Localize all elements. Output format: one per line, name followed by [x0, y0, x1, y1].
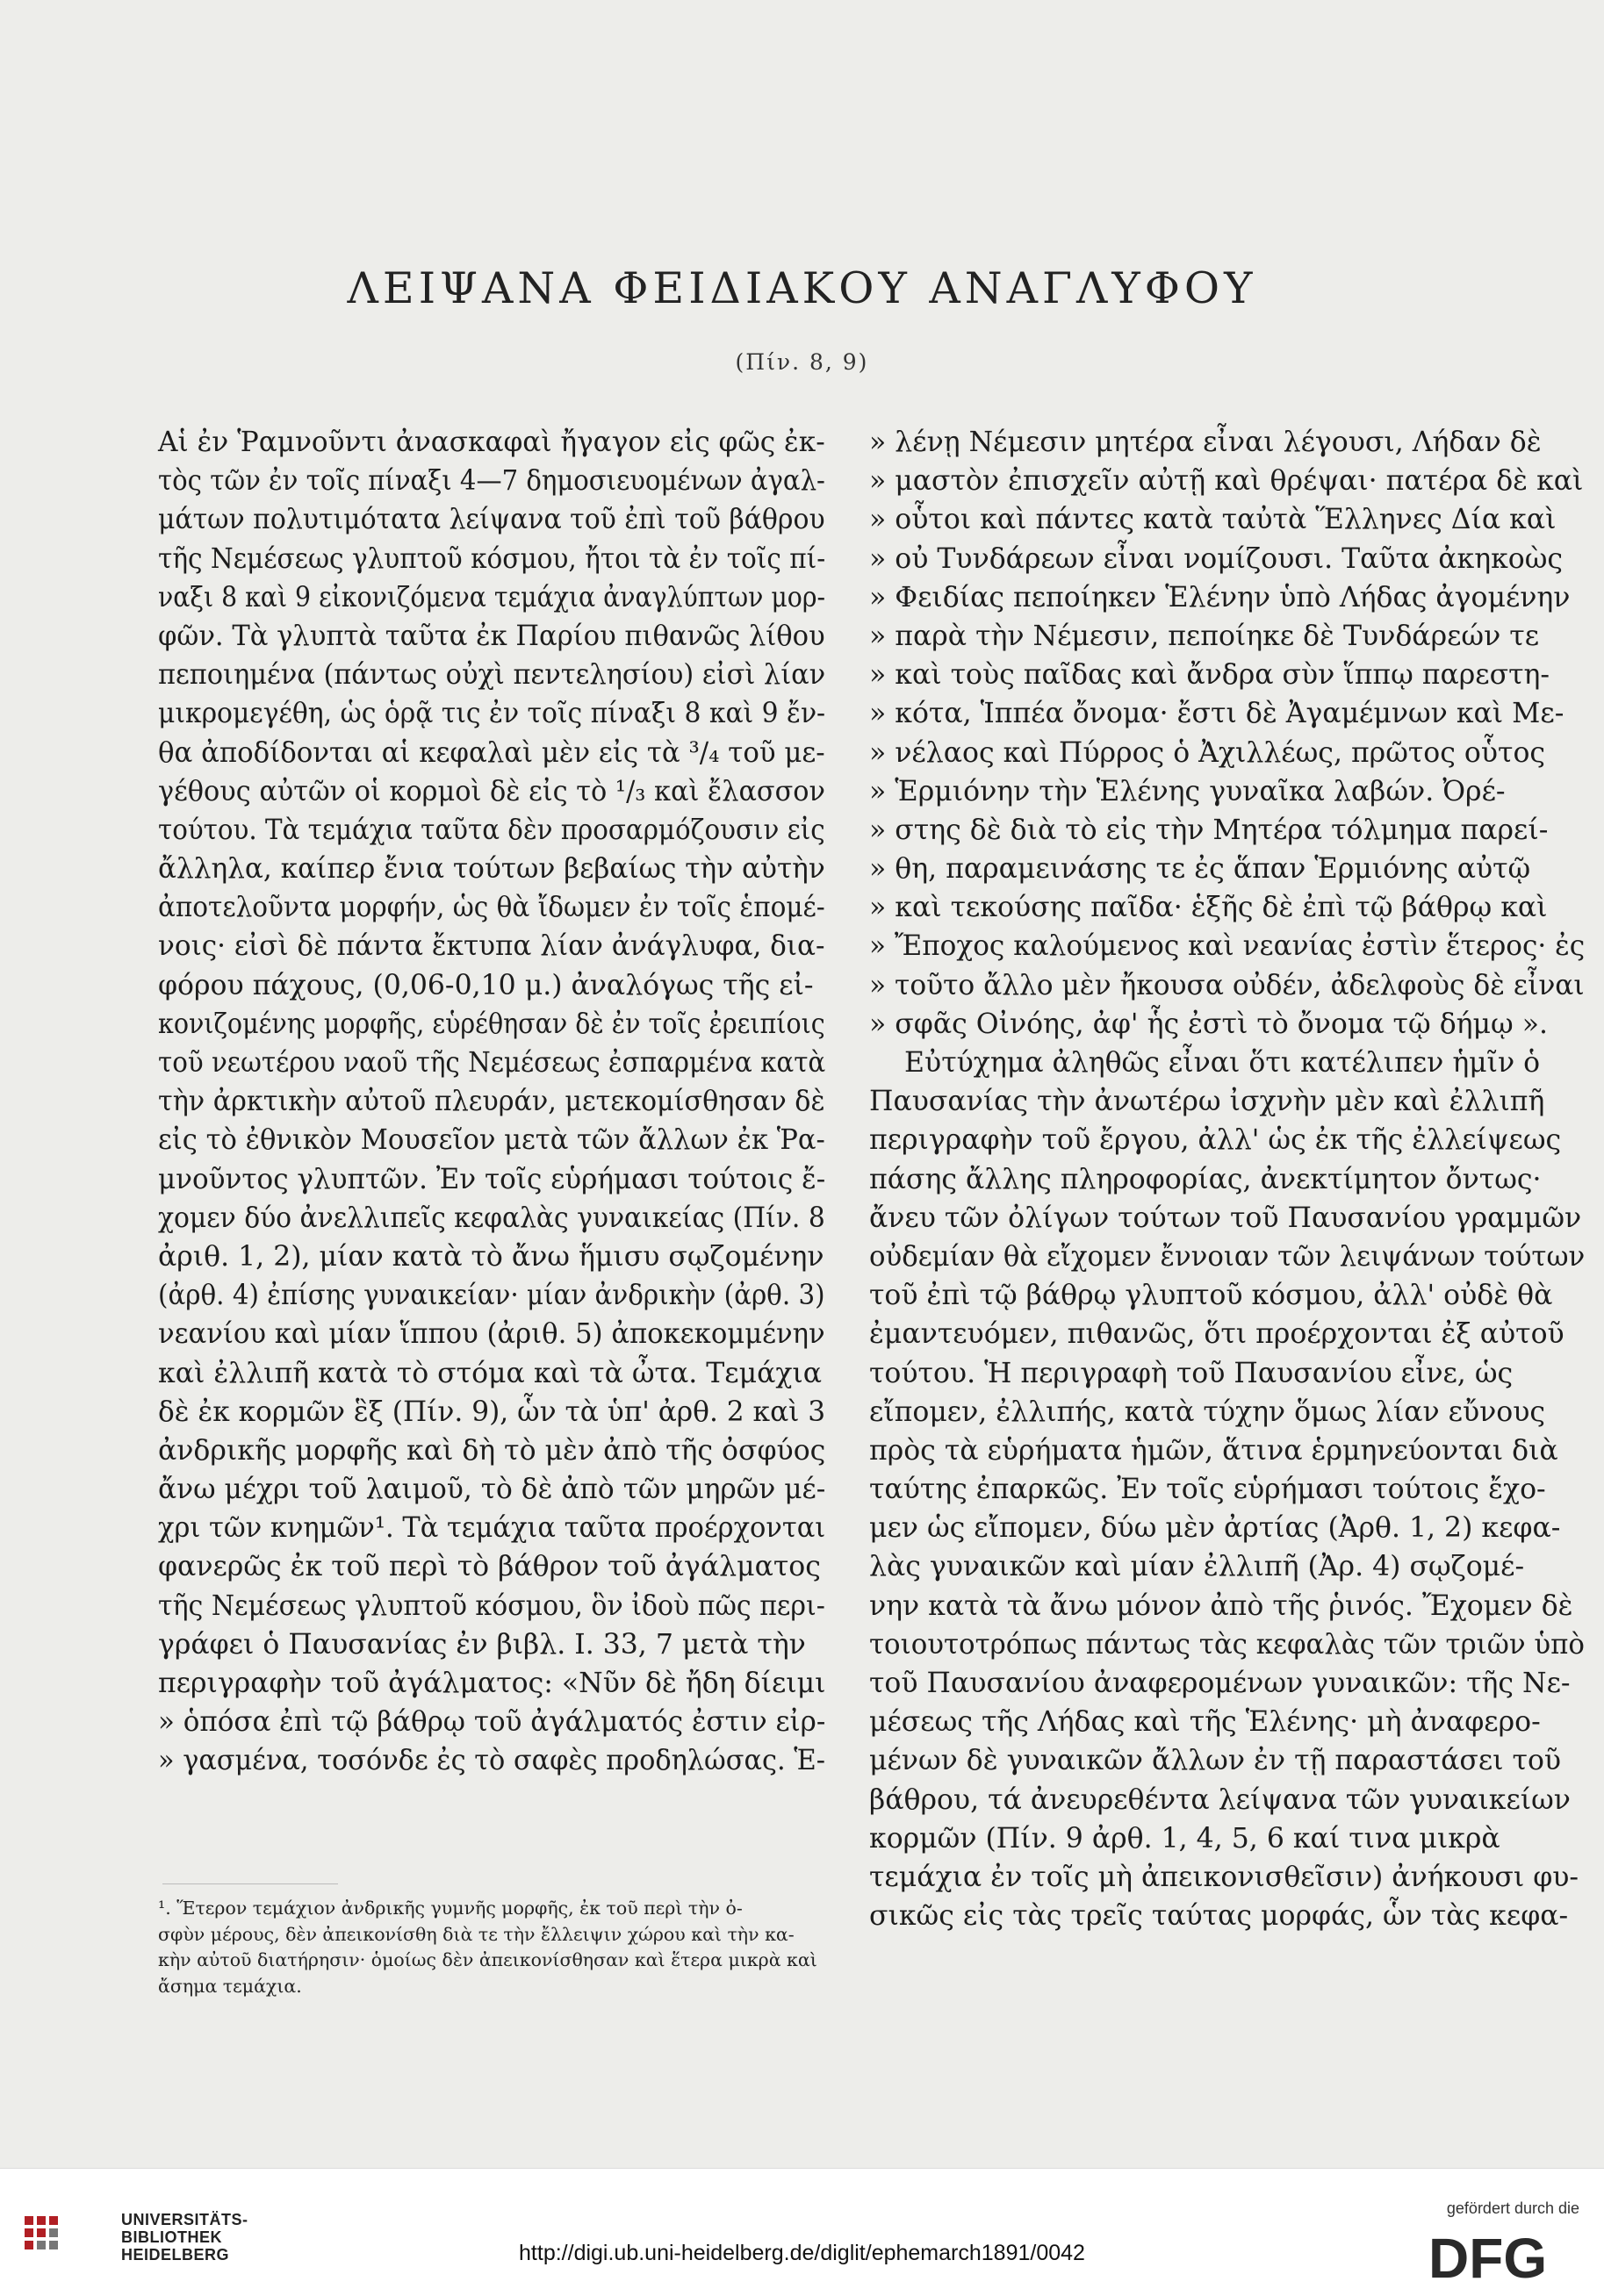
- text-line: χρι τῶν κνημῶν¹. Τὰ τεμάχια ταῦτα προέρχονται: [158, 1512, 826, 1545]
- library-name-line: BIBLIOTHEK: [121, 2228, 222, 2246]
- text-line: φῶν. Τὰ γλυπτὰ ταῦτα ἐκ Παρίου πιθανῶς λίθου: [158, 620, 825, 652]
- text-line: δὲ ἐκ κορμῶν ἓξ (Πίν. 9), ὧν τὰ ὑπ' ἀρθ. 2 καὶ 3: [158, 1396, 826, 1428]
- text-line: τοιουτοτρόπως πάντως τὰς κεφαλὰς τῶν τριῶν ὑπὸ: [869, 1628, 1585, 1661]
- text-line: μάτων πολυτιμότατα λείψανα τοῦ ἐπὶ τοῦ βάθρου: [158, 504, 825, 536]
- text-line: τοῦ νεωτέρου ναοῦ τῆς Νεμέσεως ἐσπαρμένα κατὰ: [158, 1047, 826, 1079]
- text-line: τῆς Νεμέσεως γλυπτοῦ κόσμου, ἤτοι τὰ ἐν τοῖς πί-: [158, 542, 826, 575]
- dfg-logo-icon: [1428, 2228, 1578, 2283]
- text-line: γέθους αὐτῶν οἱ κορμοὶ δὲ εἰς τὸ ¹/₃ καὶ ἔλασσον: [158, 775, 825, 807]
- text-line: φόρου πάχους, (0,06-0,10 μ.) ἀναλόγως τῆς εἰ-: [158, 969, 814, 1001]
- text-line: τῆς Νεμέσεως γλυπτοῦ κόσμου, ὃν ἰδοὺ πῶς περι-: [158, 1589, 825, 1622]
- text-line: ἀριθ. 1, 2), μίαν κατὰ τὸ ἄνω ἥμισυ σῳζομένην: [158, 1240, 824, 1273]
- text-line: » ὁπόσα ἐπὶ τῷ βάθρῳ τοῦ ἀγάλματός ἐστιν εἰρ-: [158, 1706, 826, 1739]
- text-line: εἰς τὸ ἐθνικὸν Μουσεῖον μετὰ τῶν ἄλλων ἐκ Ῥα-: [158, 1124, 825, 1157]
- text-line: μέσεως τῆς Λήδας καὶ τῆς Ἑλένης· μὴ ἀναφερο-: [869, 1706, 1541, 1739]
- text-line: μεν ὡς εἴπομεν, δύω μὲν ἀρτίας (Ἀρθ. 1, 2) κεφα-: [869, 1512, 1561, 1545]
- footnote-line: ¹. Ἕτερον τεμάχιον ἀνδρικῆς γυμνῆς μορφῆς, ἐκ τοῦ περὶ τὴν ὀ-: [158, 1898, 743, 1919]
- text-line: » Ἑρμιόνην τὴν Ἑλένης γυναῖκα λαβών. Ὀρέ-: [869, 775, 1506, 807]
- text-line: κονιζομένης μορφῆς, εὑρέθησαν δὲ ἐν τοῖς ἐρειπίοις: [158, 1008, 825, 1040]
- text-line: κορμῶν (Πίν. 9 ἀρθ. 1, 4, 5, 6 καί τινα μικρὰ: [869, 1822, 1500, 1855]
- digitization-footer: [0, 2168, 1604, 2296]
- text-line: σικῶς εἰς τὰς τρεῖς ταύτας μορφάς, ὧν τὰς κεφα-: [869, 1900, 1569, 1933]
- text-line: φανερῶς ἐκ τοῦ περὶ τὸ βάθρον τοῦ ἀγάλματος: [158, 1551, 821, 1583]
- text-line: πεποιημένα (πάντως οὐχὶ πεντελησίου) εἰσὶ λίαν: [158, 659, 826, 692]
- footnote-line: ἄσημα τεμάχια.: [158, 1975, 302, 1997]
- footnote-divider: [162, 1883, 338, 1884]
- dfg-logo-text: DFG: [1428, 2228, 1548, 2283]
- text-line: τοῦ Παυσανίου ἀναφερομένων γυναικῶν: τῆς Νε-: [869, 1668, 1571, 1699]
- text-line: ἄνευ τῶν ὀλίγων τούτων τοῦ Παυσανίου γραμμῶν: [869, 1202, 1582, 1234]
- text-line: πάσης ἄλλης πληροφορίας, ἀνεκτίμητον ὄντως·: [869, 1163, 1542, 1195]
- text-line: » παρὰ τὴν Νέμεσιν, πεποίηκε δὲ Τυνδάρεών τε: [869, 620, 1540, 652]
- text-line: μικρομεγέθη, ὡς ὁρᾷ τις ἐν τοῖς πίναξι 8 καὶ 9 ἔν-: [158, 698, 826, 730]
- text-line: ναξι 8 καὶ 9 εἰκονιζόμενα τεμάχια ἀναγλύπτων μορ-: [158, 581, 826, 613]
- text-line: » λένῃ Νέμεσιν μητέρα εἶναι λέγουσι, Λήδαν δὲ: [869, 427, 1542, 458]
- text-line: » μαστὸν ἐπισχεῖν αὐτῇ καὶ θρέψαι· πατέρα δὲ καὶ: [869, 465, 1584, 498]
- text-line: νεανίου καὶ μίαν ἵππου (ἀριθ. 5) ἀποκεκομμένην: [158, 1318, 825, 1351]
- text-line: οὐδεμίαν θὰ εἴχομεν ἔννοιαν τῶν λειψάνων τούτων: [869, 1240, 1586, 1273]
- article-title: ΛΕΙΨΑΝΑ ΦΕΙΔΙΑΚΟΥ ΑΝΑΓΛΥΦΟΥ: [347, 263, 1257, 313]
- text-line: τὴν ἀρκτικὴν αὐτοῦ πλευράν, μετεκομίσθησαν δὲ: [158, 1086, 825, 1118]
- footnote-line: σφὺν μέρους, δὲν ἀπεικονίσθη διὰ τε τὴν ἔλλειψιν χώρου καὶ τὴν κα-: [158, 1923, 795, 1945]
- text-line: ταύτης ἐπαρκῶς. Ἐν τοῖς εὑρήμασι τούτοις ἔχο-: [869, 1474, 1546, 1506]
- text-line: » στης δὲ διὰ τὸ εἰς τὴν Μητέρα τόλμημα παρεί-: [869, 814, 1549, 846]
- text-line: ἄνω μέχρι τοῦ λαιμοῦ, τὸ δὲ ἀπὸ τῶν μηρῶν μέ-: [158, 1474, 826, 1506]
- funder-label: gefördert durch die: [1446, 2199, 1579, 2217]
- left-text-column: [158, 423, 825, 1781]
- right-text-column: [869, 423, 1585, 1935]
- text-line: λὰς γυναικῶν καὶ μίαν ἐλλιπῆ (Ἀρ. 4) σῳζομέ-: [869, 1551, 1525, 1583]
- text-line: καὶ ἐλλιπῆ κατὰ τὸ στόμα καὶ τὰ ὦτα. Τεμάχια: [158, 1357, 823, 1389]
- text-line: γράφει ὁ Παυσανίας ἐν βιβλ. Ι. 33, 7 μετὰ τὴν: [158, 1628, 806, 1661]
- footnote-line: κὴν αὐτοῦ διατήρησιν· ὁμοίως δὲν ἀπεικονίσθησαν καὶ ἕτερα μικρὰ καὶ: [158, 1949, 817, 1970]
- text-line: βάθρου, τά ἀνευρεθέντα λείψανα τῶν γυναικείων: [869, 1783, 1571, 1816]
- footnotes: [158, 1896, 825, 1999]
- plate-reference: (Πίν. 8, 9): [735, 349, 869, 375]
- text-line: » Ἔποχος καλούμενος καὶ νεανίας ἐστὶν ἕτερος· ἐς: [869, 930, 1586, 963]
- text-line: Αἱ ἐν Ῥαμνοῦντι ἀνασκαφαὶ ἤγαγον εἰς φῶς ἐκ-: [158, 427, 825, 458]
- text-line: θα ἀποδίδονται αἱ κεφαλαὶ μὲν εἰς τὰ ³/₄ τοῦ με-: [158, 736, 825, 769]
- text-line: νοις· εἰσὶ δὲ πάντα ἔκτυπα λίαν ἀνάγλυφα, δια-: [158, 930, 825, 963]
- text-line: Εὐτύχημα ἀληθῶς εἶναι ὅτι κατέλιπεν ἡμῖν ὁ: [869, 1047, 1541, 1079]
- text-line: ἄλληλα, καίπερ ἔνια τούτων βεβαίως τὴν αὐτὴν: [158, 853, 825, 886]
- text-line: » οὐ Τυνδάρεων εἶναι νομίζουσι. Ταῦτα ἀκηκοὼς: [869, 542, 1564, 575]
- library-name-line: HEIDELBERG: [121, 2246, 230, 2264]
- text-line: μνοῦντος γλυπτῶν. Ἐν τοῖς εὑρήμασι τούτοις ἔ-: [158, 1163, 826, 1195]
- text-line: ἐμαντευόμεν, πιθανῶς, ὅτι προέρχονται ἐξ αὐτοῦ: [869, 1318, 1564, 1351]
- text-line: μένων δὲ γυναικῶν ἄλλων ἐν τῇ παραστάσει τοῦ: [869, 1745, 1562, 1777]
- text-line: » οὗτοι καὶ πάντες κατὰ ταὐτὰ Ἕλληνες Δία καὶ: [869, 504, 1557, 536]
- text-line: τούτου. Τὰ τεμάχια ταῦτα δὲν προσαρμόζουσιν εἰς: [158, 814, 825, 846]
- text-line: » σφᾶς Οἰνόης, ἀφ' ἧς ἐστὶ τὸ ὄνομα τῷ δήμῳ ».: [869, 1008, 1548, 1040]
- text-line: (ἀρθ. 4) ἐπίσης γυναικείαν· μίαν ἀνδρικὴν (ἀρθ. 3): [158, 1280, 825, 1312]
- text-line: » καὶ τεκούσης παῖδα· ἑξῆς δὲ ἐπὶ τῷ βάθρῳ καὶ: [869, 892, 1548, 924]
- text-line: » τοῦτο ἄλλο μὲν ἤκουσα οὐδέν, ἀδελφοὺς δὲ εἶναι: [869, 969, 1585, 1001]
- text-line: ἀνδρικῆς μορφῆς καὶ δὴ τὸ μὲν ἀπὸ τῆς ὀσφύος: [158, 1434, 826, 1467]
- text-line: περιγραφὴν τοῦ ἔργου, ἀλλ' ὡς ἐκ τῆς ἐλλείψεως: [869, 1124, 1562, 1157]
- library-name-line: UNIVERSITÄTS-: [121, 2211, 248, 2228]
- text-line: » κότα, Ἱππέα ὄνομα· ἔστι δὲ Ἀγαμέμνων καὶ Με-: [869, 698, 1564, 730]
- text-line: » θη, παραμεινάσης τε ἐς ἅπαν Ἑρμιόνης αὐτῷ: [869, 853, 1531, 886]
- text-line: ἀποτελοῦντα μορφήν, ὡς θὰ ἴδωμεν ἐν τοῖς ἑπομέ-: [158, 892, 825, 924]
- text-line: χομεν δύο ἀνελλιπεῖς κεφαλὰς γυναικείας (Πίν. 8: [158, 1202, 825, 1234]
- text-line: πρὸς τὰ εὑρήματα ἡμῶν, ἅτινα ἑρμηνεύονται διὰ: [869, 1434, 1558, 1467]
- text-line: τεμάχια ἐν τοῖς μὴ ἀπεικονισθεῖσιν) ἀνήκουσι φυ-: [869, 1861, 1579, 1893]
- text-line: » γασμένα, τοσόνδε ἐς τὸ σαφὲς προδηλώσας. Ἑ-: [158, 1745, 826, 1777]
- source-url-link[interactable]: http://digi.ub.uni-heidelberg.de/diglit/ephemarch1891/0042: [519, 2241, 1085, 2265]
- text-line: Παυσανίας τὴν ἀνωτέρω ἰσχνὴν μὲν καὶ ἐλλιπῆ: [869, 1086, 1545, 1118]
- text-line: τούτου. Ἡ περιγραφὴ τοῦ Παυσανίου εἶνε, ὡς: [869, 1357, 1514, 1389]
- text-line: » Φειδίας πεποίηκεν Ἑλένην ὑπὸ Λήδας ἀγομένην: [869, 581, 1571, 613]
- text-line: » καὶ τοὺς παῖδας καὶ ἄνδρα σὺν ἵππῳ παρεστη-: [869, 659, 1550, 692]
- text-line: τὸς τῶν ἐν τοῖς πίναξι 4—7 δημοσιευομένων ἀγαλ-: [158, 465, 825, 498]
- text-line: εἴπομεν, ἐλλιπής, κατὰ τύχην ὅμως λίαν εὔνους: [869, 1396, 1545, 1428]
- text-line: νην κατὰ τὰ ἄνω μόνον ἀπὸ τῆς ῥινός. Ἔχομεν δὲ: [869, 1589, 1573, 1622]
- text-line: τοῦ ἐπὶ τῷ βάθρῳ γλυπτοῦ κόσμου, ἀλλ' οὐδὲ θὰ: [869, 1280, 1553, 1312]
- text-line: » νέλαος καὶ Πύρρος ὁ Ἀχιλλέως, πρῶτος οὗτος: [869, 736, 1546, 769]
- text-line: περιγραφὴν τοῦ ἀγάλματος: «Νῦν δὲ ἤδη δίειμι: [158, 1668, 826, 1699]
